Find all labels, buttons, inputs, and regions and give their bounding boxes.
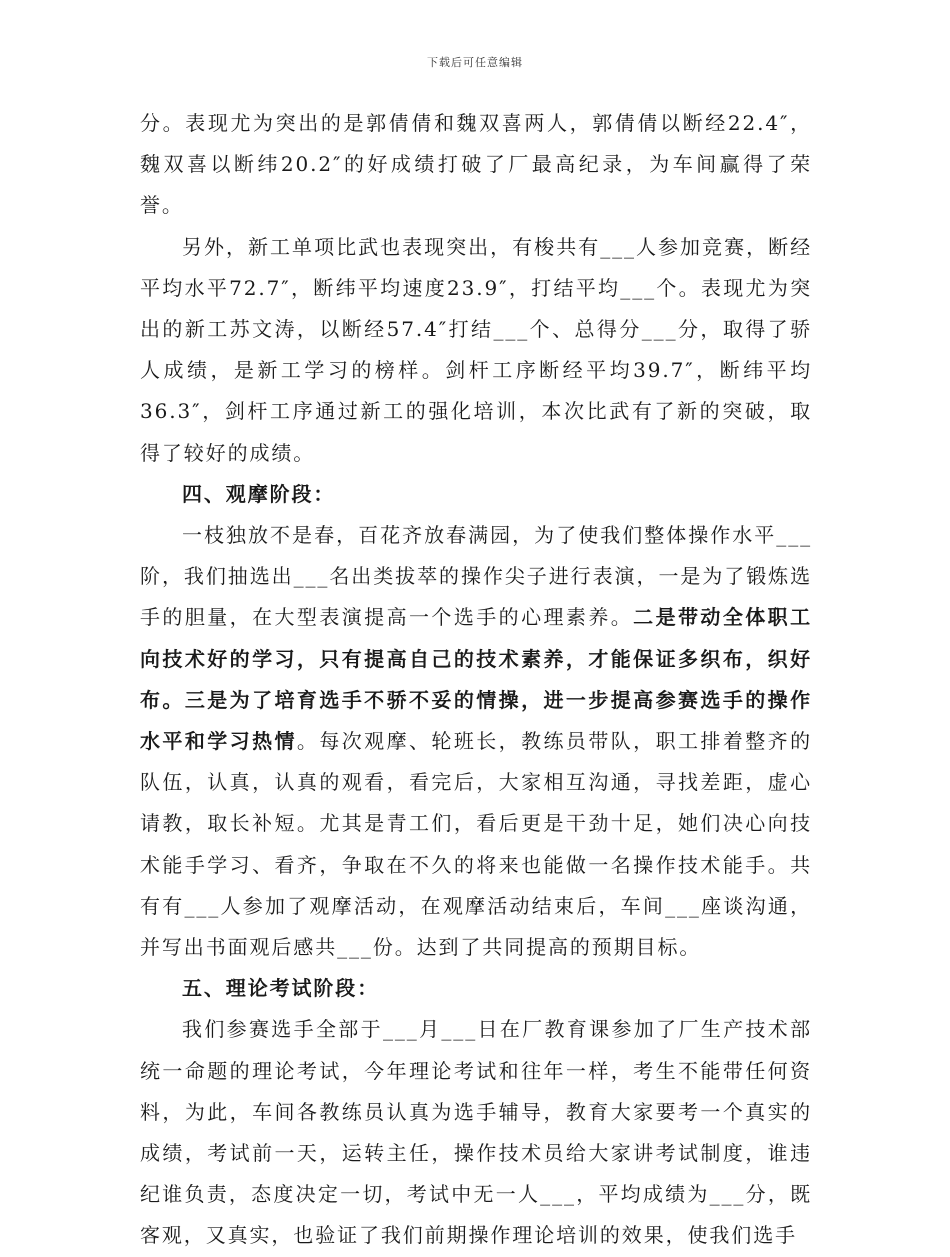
paragraph-theory-exam: 我们参赛选手全部于___月___日在厂教育课参加了厂生产技术部统一命题的理论考试，今年理论考试和往年一样，考生不能带任何资料，为此，车间各教练员认真为选手辅导，教育大家要考一个真实的成绩，考试前一天，运转主任，操作技术员给大家讲考试制度，谁违纪谁负责，态度决定一切，考试中无一人___，平均成绩为___分，既客观，又真实，也验证了我们前期操作理论培训的效果，使我们选手 xyxy=(140,1017,812,1248)
section-heading-observation: 四、观摩阶段： xyxy=(182,481,336,506)
document-body xyxy=(140,103,812,1257)
paragraph-continuation: 分。表现尤为突出的是郭倩倩和魏双喜两人，郭倩倩以断经22.4″，魏双喜以断纬20.2″的好成绩打破了厂最高纪录，为车间赢得了荣誉。 xyxy=(140,111,812,218)
observation-text-part1: 一枝独放不是春，百花齐放春满园，为了使我们整体操作水平___阶，我们抽选出___名出类拔萃的操作尖子进行表演，一是为了锻炼选手的胆量，在大型表演提高一个选手的心理素养。 xyxy=(140,523,812,630)
observation-text-bold: 二是带动全体职工向技术好的学习，只有提高自己的技术素养，才能保证多织布，织好布。三是为了培育选手不骄不妥的情操，进一步提高参赛选手的操作水平和学习热情 xyxy=(140,605,812,754)
paragraph-observation xyxy=(140,515,812,968)
paragraph-new-workers: 另外，新工单项比武也表现突出，有梭共有___人参加竞赛，断经平均水平72.7″，断纬平均速度23.9″，打结平均___个。表现尤为突出的新工苏文涛，以断经57.4″打结___个、总得分___分，取得了骄人成绩，是新工学习的榜样。剑杆工序断经平均39.7″，断纬平均36.3″，剑杆工序通过新工的强化培训，本次比武有了新的突破，取得了较好的成绩。 xyxy=(140,234,812,465)
observation-text-part2: 。每次观摩、轮班长，教练员带队，职工排着整齐的队伍，认真，认真的观看，看完后，大家相互沟通，寻找差距，虚心请教，取长补短。尤其是青工们，看后更是干劲十足，她们决心向技术能手学习、看齐，争取在不久的将来也能做一名操作技术能手。共有有___人参加了观摩活动，在观摩活动结束后，车间___座谈沟通，并写出书面观后感共___份。达到了共同提高的预期目标。 xyxy=(140,729,812,960)
page-header: 下载后可任意编辑 xyxy=(427,56,523,69)
section-heading-theory-exam: 五、理论考试阶段： xyxy=(182,976,380,1001)
